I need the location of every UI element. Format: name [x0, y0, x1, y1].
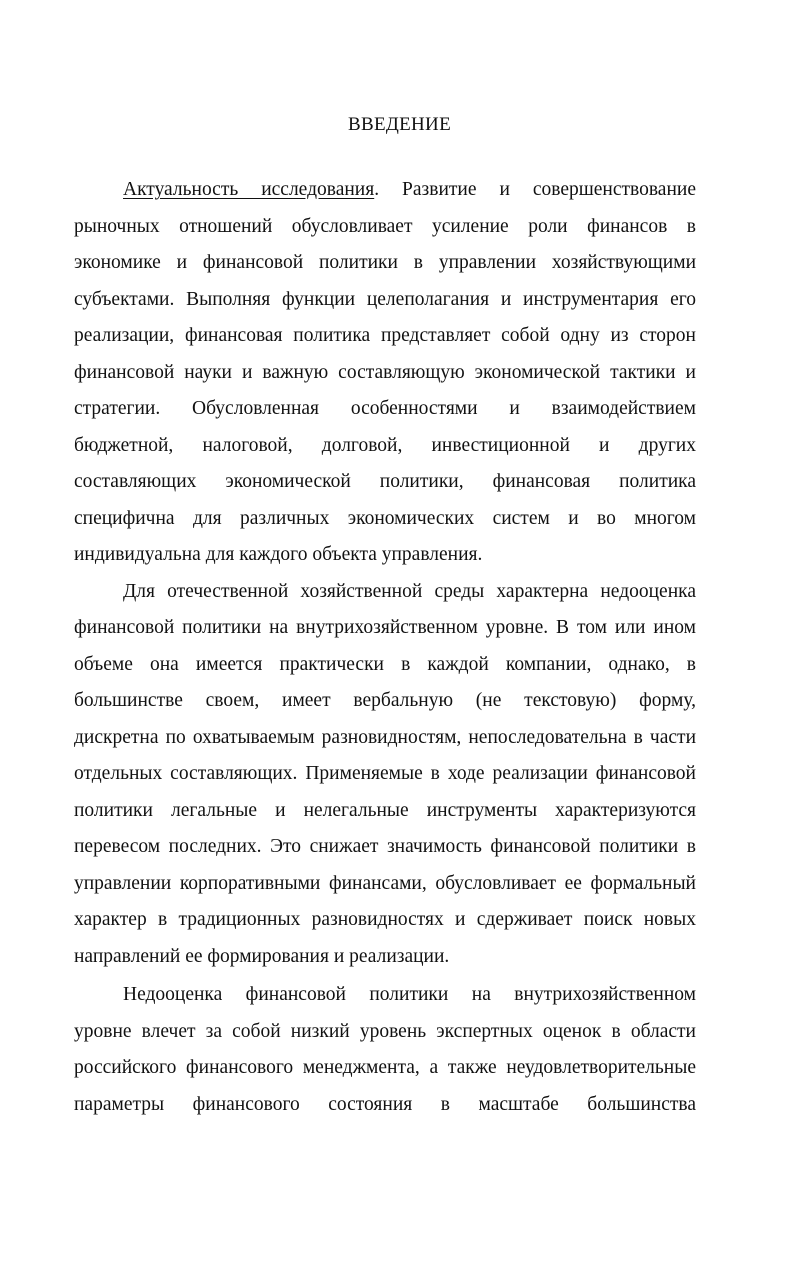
text-line: индивидуальна для каждого объекта управления.: [74, 544, 483, 565]
text-line: уровне влечет за собой низкий уровень экспертных оценок в области: [74, 1021, 696, 1042]
text-line: Недооценка финансовой политики на внутрихозяйственном: [123, 984, 696, 1005]
text-line: перевесом последних. Это снижает значимость финансовой политики в: [74, 836, 696, 857]
text-line: политики легальные и нелегальные инструменты характеризуются: [74, 800, 696, 821]
text-line: характер в традиционных разновидностях и сдерживает поиск новых: [74, 909, 696, 930]
text-line: [123, 178, 696, 202]
text-line: Для отечественной хозяйственной среды характерна недооценка: [123, 581, 696, 602]
page-title: ВВЕДЕНИЕ: [348, 114, 451, 135]
text-line: финансовой науки и важную составляющую экономической тактики и: [74, 362, 696, 383]
text-line: объеме она имеется практически в каждой компании, однако, в: [74, 654, 696, 675]
text-line: специфична для различных экономических систем и во многом: [74, 508, 696, 529]
text-line: составляющих экономической политики, финансовая политика: [74, 471, 696, 492]
text-line: большинстве своем, имеет вербальную (не текстовую) форму,: [74, 690, 696, 711]
text-line: стратегии. Обусловленная особенностями и взаимодействием: [74, 398, 696, 419]
text-line: экономике и финансовой политики в управлении хозяйствующими: [74, 252, 696, 273]
text-line: направлений ее формирования и реализации.: [74, 946, 450, 967]
text-line: рыночных отношений обусловливает усиление роли финансов в: [74, 216, 696, 237]
text-line: финансовой политики на внутрихозяйственном уровне. В том или ином: [74, 617, 696, 638]
text-line: реализации, финансовая политика представляет собой одну из сторон: [74, 325, 696, 346]
text-line: параметры финансового состояния в масштабе большинства: [74, 1094, 696, 1115]
text-line: субъектами. Выполняя функции целеполагания и инструментария его: [74, 289, 696, 310]
underlined-heading: Актуальность исследования: [123, 179, 375, 200]
text-line: российского финансового менеджмента, а также неудовлетворительные: [74, 1057, 696, 1078]
text-line: отдельных составляющих. Применяемые в ходе реализации финансовой: [74, 763, 696, 784]
text-line: управлении корпоративными финансами, обусловливает ее формальный: [74, 873, 696, 894]
text-span: . Развитие и совершенствование: [374, 179, 696, 200]
text-line: дискретна по охватываемым разновидностям, непоследовательна в части: [74, 727, 696, 748]
text-line: бюджетной, налоговой, долговой, инвестиционной и других: [74, 435, 696, 456]
